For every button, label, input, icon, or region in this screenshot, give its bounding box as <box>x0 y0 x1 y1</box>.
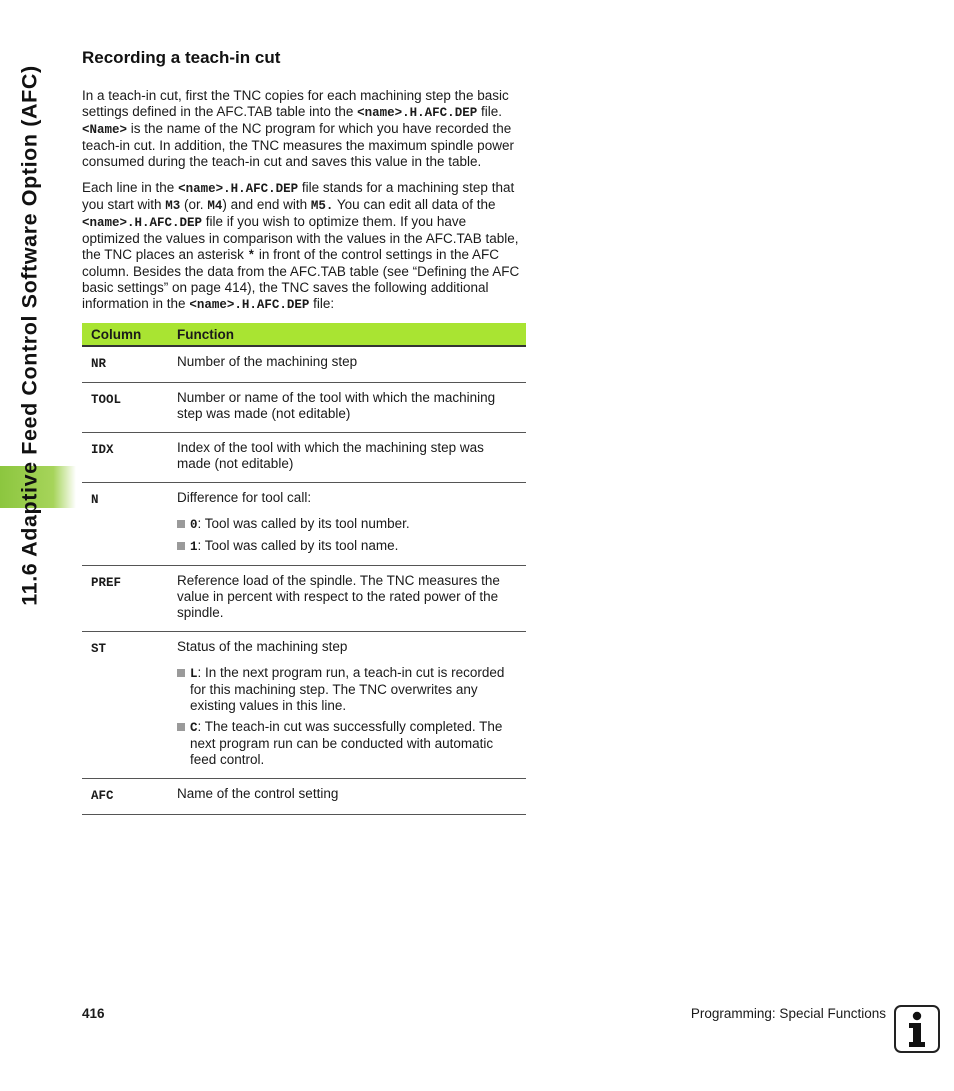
intro-paragraph <box>82 88 526 170</box>
row-function: Index of the tool with which the machining step was made (not editable) <box>159 433 526 483</box>
chapter-side-title-text: 11.6 Adaptive Feed Control Software Option (AFC) <box>17 64 42 606</box>
code-span: M5. <box>310 199 334 213</box>
detail-paragraph <box>82 180 526 313</box>
table-row <box>82 779 526 815</box>
code-span: PREF <box>91 576 122 590</box>
row-function: Reference load of the spindle. The TNC measures the value in percent with respect to the rated power of the spindle. <box>159 566 526 632</box>
column-function-table <box>82 323 526 815</box>
footer-section-title: Programming: Special Functions <box>690 1006 886 1021</box>
text-span: (or. <box>180 197 208 212</box>
text-span: You can edit all data of the <box>333 197 496 212</box>
text-span: : In the next program run, a teach-in cut is recorded for this machining step. The TNC overwrites any existing values in this line. <box>190 665 505 713</box>
text-span: : Tool was called by its tool number. <box>197 516 410 531</box>
table-row <box>82 566 526 632</box>
row-code <box>82 632 159 779</box>
text-span: Each line in the <box>82 180 179 195</box>
section-heading: Recording a teach-in cut <box>82 48 281 67</box>
list-item <box>177 719 516 768</box>
page-number: 416 <box>82 1006 105 1021</box>
text-span: in front of the control settings in the AFC column. Besides the data from the AFC.TAB table (see “Defining the AFC basic settings” on page 414), the TNC saves the following additional information in the <box>82 247 520 311</box>
row-code <box>82 383 159 433</box>
row-code <box>82 566 159 632</box>
table-row <box>82 383 526 433</box>
code-span: L <box>190 667 198 681</box>
list-item <box>177 538 516 555</box>
header-function: Function <box>159 323 526 346</box>
code-span: NR <box>91 357 107 371</box>
text-span: file if you wish to optimize them. If you have optimized the values in comparison with the values in the AFC.TAB table, the TNC places an asterisk <box>82 214 519 262</box>
text-span: file stands for a machining step that you start with <box>82 180 515 212</box>
row-code <box>82 483 159 566</box>
text-span: ) and end with <box>222 197 311 212</box>
row-code <box>82 779 159 815</box>
main-content <box>82 48 526 815</box>
text-span: is the name of the NC program for which you have recorded the teach-in cut. In addition, the TNC measures the maximum spindle power consumed during the teach-in cut and saves this value in the table. <box>82 121 514 169</box>
table-row <box>82 433 526 483</box>
code-span: <name>.H.AFC.DEP <box>357 106 478 120</box>
table-row <box>82 483 526 566</box>
row-function-text: Difference for tool call: <box>177 490 312 505</box>
header-column: Column <box>82 323 159 346</box>
info-icon <box>894 1005 940 1053</box>
row-function-text: Status of the machining step <box>177 639 348 654</box>
chapter-side-title <box>8 10 52 660</box>
row-function: Number or name of the tool with which the machining step was made (not editable) <box>159 383 526 433</box>
text-span: In a teach-in cut, first the TNC copies for each machining step the basic settings defined in the AFC.TAB table into the <box>82 88 509 119</box>
code-span: 0 <box>190 518 198 532</box>
code-span: C <box>190 721 198 735</box>
code-span: 1 <box>190 540 198 554</box>
bullet-list <box>177 665 516 768</box>
text-span: : The teach-in cut was successfully completed. The next program run can be conducted with automatic feed control. <box>190 719 503 767</box>
code-span: ST <box>91 642 107 656</box>
code-span: * <box>247 249 256 263</box>
list-item <box>177 665 516 714</box>
row-function: Number of the machining step <box>159 346 526 383</box>
table-row <box>82 632 526 779</box>
code-span: M3 <box>165 199 181 213</box>
text-span: file. <box>477 104 502 119</box>
bullet-list <box>177 516 516 555</box>
code-span: <name>.H.AFC.DEP <box>82 216 203 230</box>
code-span: N <box>91 493 99 507</box>
text-span: file: <box>309 296 335 311</box>
code-span: IDX <box>91 443 114 457</box>
code-span: M4 <box>207 199 223 213</box>
code-span: TOOL <box>91 393 122 407</box>
row-function <box>159 483 526 566</box>
text-span: : Tool was called by its tool name. <box>197 538 399 553</box>
code-span: <name>.H.AFC.DEP <box>178 182 299 196</box>
code-span: AFC <box>91 789 114 803</box>
code-span: <name>.H.AFC.DEP <box>189 298 310 312</box>
code-span: <Name> <box>82 123 128 137</box>
list-item <box>177 516 516 533</box>
row-function: Name of the control setting <box>159 779 526 815</box>
row-code <box>82 346 159 383</box>
info-icon-glyph <box>896 1007 938 1051</box>
table-header-row <box>82 323 526 346</box>
row-function <box>159 632 526 779</box>
table-row <box>82 346 526 383</box>
row-code <box>82 433 159 483</box>
